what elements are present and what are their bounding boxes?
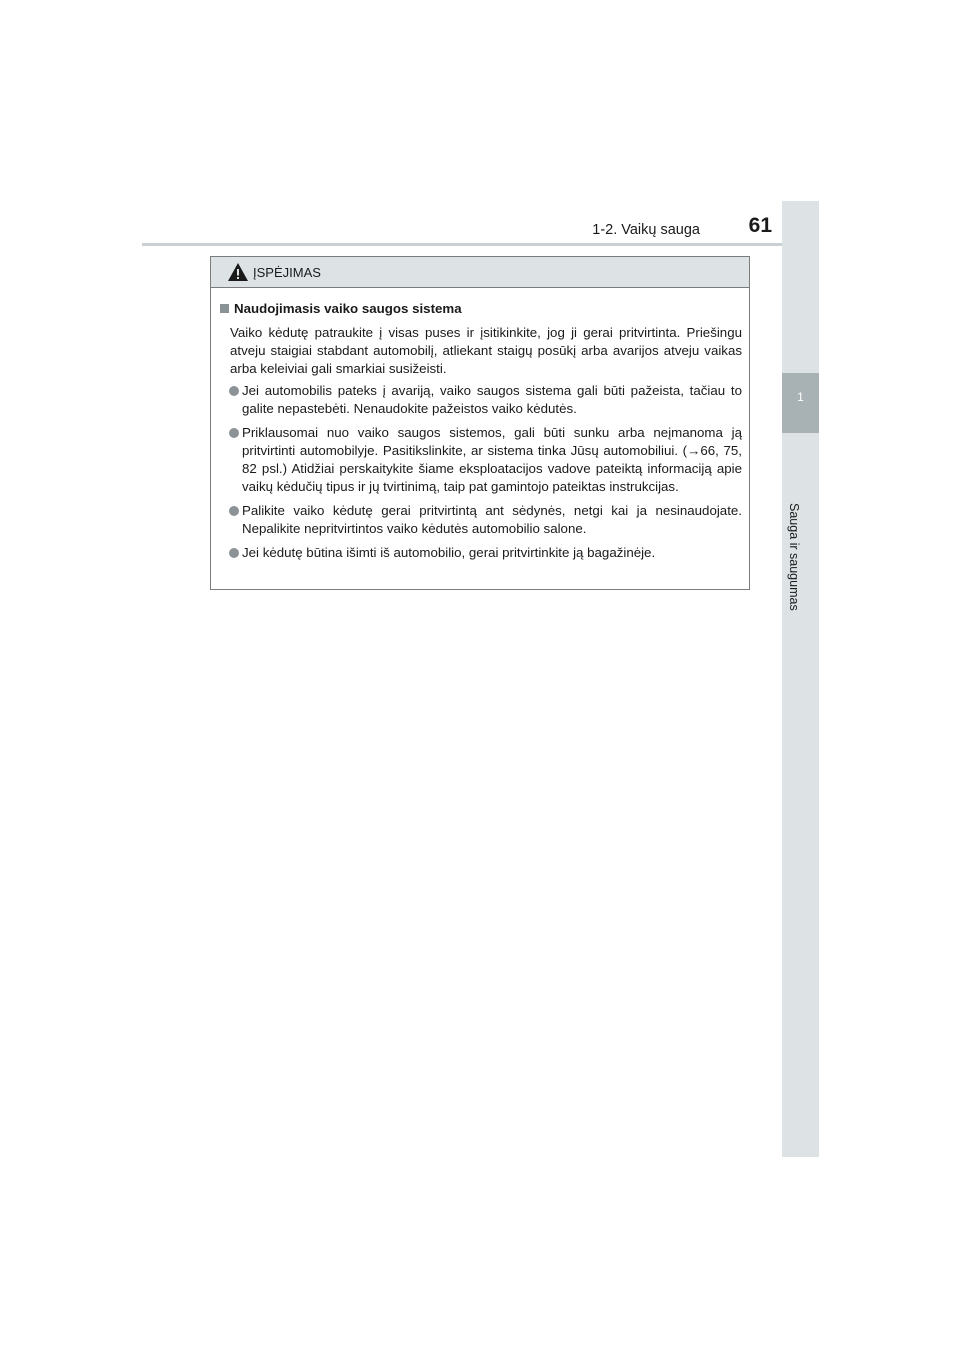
section-title: 1-2. Vaikų sauga xyxy=(592,222,700,238)
subsection-heading xyxy=(218,300,742,318)
warning-title: ĮSPĖJIMAS xyxy=(253,265,321,280)
warning-header xyxy=(211,257,749,288)
list-item xyxy=(218,544,742,562)
circle-bullet-icon xyxy=(229,386,239,396)
bullet-list xyxy=(218,382,742,562)
list-item xyxy=(218,424,742,496)
circle-bullet-icon xyxy=(229,548,239,558)
intro-paragraph: Vaiko kėdutę patraukite į visas puses ir įsitikinkite, jog ji gerai pritvirtinta. Priešingu atveju staigiai stabdant automobilį, atliekant staigų posūkį arba avarijos atveju vaikas arba keleiviai gali smarkiai susižeisti. xyxy=(230,325,742,376)
warning-body xyxy=(211,288,749,562)
header-rule xyxy=(142,243,782,246)
chapter-number: 1 xyxy=(797,390,804,404)
list-item-text: Jei automobilis pateks į avariją, vaiko saugos sistema gali būti pažeista, tačiau to galite nepastebėti. Nenaudokite pažeistos vaiko kėdutės. xyxy=(242,383,742,416)
circle-bullet-icon xyxy=(229,506,239,516)
list-item xyxy=(218,502,742,538)
list-item-text: Palikite vaiko kėdutę gerai pritvirtintą ant sėdynės, netgi kai ja nesinaudojate. Nepalikite nepritvirtintos vaiko kėdutės automobilio salone. xyxy=(242,503,742,536)
circle-bullet-icon xyxy=(229,428,239,438)
page-number: 61 xyxy=(748,214,772,237)
warning-triangle-icon xyxy=(227,262,249,282)
square-bullet-icon xyxy=(220,304,229,313)
list-item-text: Priklausomai nuo vaiko saugos sistemos, gali būti sunku arba neįmanoma ją pritvirtinti automobilyje. Pasitikslinkite, ar sistema tinka Jūsų automobiliui. (→66, 75, 82 psl.) Atidžiai perskaitykite šiame eksploatacijos vadove pateiktą informaciją apie vaikų kėdučių tipus ir jų tvirtinimą, taip pat gamintojo pateiktas instrukcijas. xyxy=(242,425,742,494)
chapter-label: Sauga ir saugumas xyxy=(787,503,801,611)
list-item xyxy=(218,382,742,418)
list-item-text: Jei kėdutę būtina išimti iš automobilio, gerai pritvirtinkite ją bagažinėje. xyxy=(242,545,656,560)
warning-box xyxy=(210,256,750,590)
chapter-side-tab xyxy=(782,201,819,1157)
subsection-heading-text: Naudojimasis vaiko saugos sistema xyxy=(234,301,462,316)
